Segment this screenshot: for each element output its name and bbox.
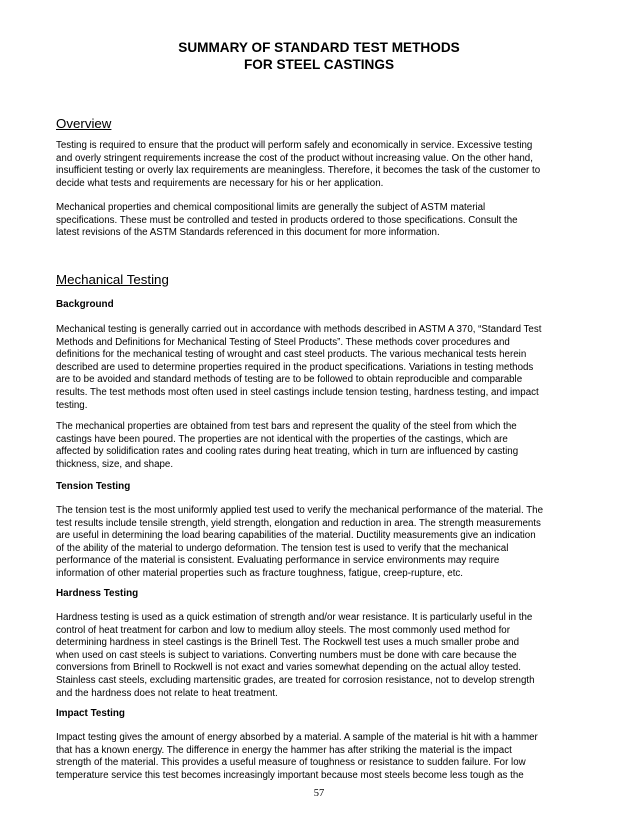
- text-line: when used on cast steels is subject to variations. Converting numbers must be done with care because the: [56, 649, 517, 661]
- overview-paragraph-2: [56, 202, 586, 240]
- tension-testing-paragraph: [56, 505, 586, 581]
- text-line: decide what tests and requirements are necessary for his or her application.: [56, 177, 384, 189]
- overview-heading: Overview: [56, 116, 112, 131]
- document-title-line-2: FOR STEEL CASTINGS: [243, 57, 395, 72]
- text-line: Methods and Definitions for Mechanical Testing of Steel Products”. These methods cover procedures and: [56, 336, 510, 348]
- hardness-testing-heading: Hardness Testing: [56, 588, 139, 599]
- impact-testing-heading: Impact Testing: [56, 708, 125, 719]
- text-line: of the ability of the material to undergo deformation. The tension test is used to verify that the mechanical: [56, 542, 509, 554]
- text-line: latest revisions of the ASTM Standards referenced in this document for more information.: [56, 227, 440, 239]
- text-line: performance of the material is consistent. Evaluating performance in service environments may require: [56, 555, 500, 567]
- text-line: Mechanical properties and chemical compositional limits are generally the subject of ASTM material: [56, 202, 486, 213]
- text-line: conversions from Brinell to Rockwell is not exact and varies somewhat depending on the actual alloy tested.: [56, 662, 521, 674]
- text-line: test results include tensile strength, yield strength, elongation and reduction in area. The strength measurements: [56, 517, 541, 529]
- text-line: castings have been poured. The properties are not identical with the properties of the castings, which are: [56, 433, 508, 445]
- text-line: are to be avoided and standard methods of testing are to be followed to obtain reproducible and comparable: [56, 374, 523, 386]
- text-line: definitions for the mechanical testing of wrought and cast steel products. The various mechanical tests herein: [56, 349, 527, 361]
- text-line: The mechanical properties are obtained from test bars and represent the quality of the steel from which the: [56, 421, 517, 432]
- text-line: described are used to determine properties required in the product specifications. Variations in testing methods: [56, 361, 534, 373]
- text-line: strength of the material. This provides a useful measure of toughness or resistance to sudden failure. For low: [56, 757, 526, 769]
- overview-paragraph-1: [56, 140, 586, 190]
- page-number: 57: [313, 788, 325, 799]
- text-line: and overly stringent requirements increase the cost of the product without increasing value. On the other hand,: [56, 152, 533, 164]
- text-line: Impact testing gives the amount of energy absorbed by a material. A sample of the material is hit with a hammer: [56, 732, 538, 743]
- document-title-line-1: SUMMARY OF STANDARD TEST METHODS: [178, 40, 460, 55]
- text-line: testing.: [56, 399, 88, 411]
- hardness-testing-paragraph: [56, 612, 586, 700]
- impact-testing-paragraph: [56, 732, 586, 782]
- text-line: Mechanical testing is generally carried out in accordance with methods described in ASTM A 370, “Standard Test: [56, 324, 542, 335]
- text-line: Testing is required to ensure that the product will perform safely and economically in service. Excessive testing: [56, 140, 533, 151]
- text-line: affected by solidification rates and cooling rates during heat treating, which in turn are influenced by casting: [56, 446, 519, 458]
- text-line: that has a known energy. The difference in energy the hammer has after striking the material is the impact: [56, 744, 512, 756]
- text-line: Stainless cast steels, excluding martensitic grades, are treated for corrosion resistance, not to develop strength: [56, 674, 535, 686]
- text-line: control of heat treatment for carbon and low to medium alloy steels. The most commonly used method for: [56, 624, 510, 636]
- mechanical-testing-heading: Mechanical Testing: [56, 272, 169, 287]
- text-line: determining hardness in steel castings is the Brinell Test. The Rockwell test uses a much smaller probe and: [56, 637, 519, 649]
- text-line: and the hardness does not relate to heat treatment.: [56, 687, 278, 699]
- tension-testing-heading: Tension Testing: [56, 481, 131, 492]
- text-line: thickness, size, and shape.: [56, 458, 174, 470]
- text-line: specifications. These must be controlled and tested in products ordered to those specifications. Consult the: [56, 214, 518, 226]
- text-line: are useful in determining the load bearing capabilities of the material. Ductility measurements give an indication: [56, 530, 536, 542]
- background-heading: Background: [56, 299, 114, 310]
- text-line: Hardness testing is used as a quick estimation of strength and/or wear resistance. It is particularly useful in the: [56, 612, 533, 623]
- text-line: The tension test is the most uniformly applied test used to verify the mechanical performance of the material. The: [56, 505, 544, 516]
- background-paragraph-1: [56, 324, 586, 412]
- text-line: temperature service this test becomes increasingly important because most steels become less tough as the: [56, 769, 524, 781]
- text-line: results. The test methods most often used in steel castings include tension testing, hardness testing, and impact: [56, 386, 539, 398]
- background-paragraph-2: [56, 421, 586, 471]
- text-line: insufficient testing or overly lax requirements are meaningless. Therefore, it becomes the task of the customer to: [56, 165, 541, 177]
- text-line: information of other material properties such as fracture toughness, fatigue, creep-rupture, etc.: [56, 567, 464, 579]
